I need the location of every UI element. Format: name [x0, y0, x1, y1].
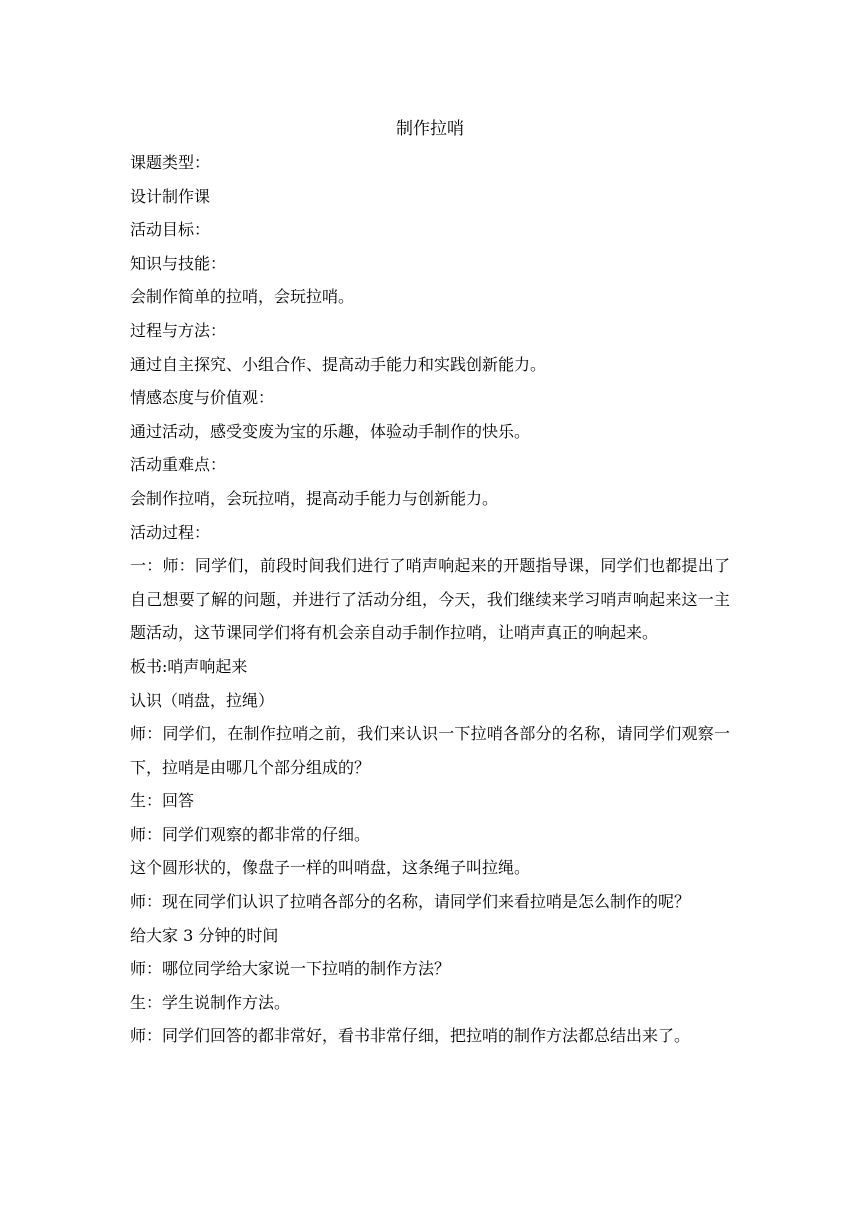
text-line: 课题类型： [130, 153, 211, 172]
text-line: 知识与技能： [130, 253, 227, 273]
text-line: 过程与方法： [130, 320, 227, 340]
text-line: 给大家 3 分钟的时间 [130, 925, 279, 945]
text-line: 活动重难点： [130, 455, 227, 475]
text-line: 师：同学们回答的都非常好，看书非常仔细，把拉哨的制作方法都总结出来了。 [130, 1026, 691, 1046]
text-line: 板书:哨声响起来 [130, 656, 248, 676]
text-line: 生：学生说制作方法。 [130, 992, 291, 1012]
text-line: 情感态度与价值观： [130, 388, 275, 408]
document-title: 制作拉哨 [396, 119, 464, 139]
text-line: 活动目标： [130, 220, 211, 240]
text-line: 活动过程： [130, 522, 211, 542]
text-line: 师：现在同学们认识了拉哨各部分的名称，请同学们来看拉哨是怎么制作的呢？ [130, 892, 691, 912]
text-line: 通过自主探究、小组合作、提高动手能力和实践创新能力。 [130, 354, 547, 374]
text-line: 设计制作课 [130, 186, 211, 206]
text-line: 这个圆形状的，像盘子一样的叫哨盘，这条绳子叫拉绳。 [130, 858, 531, 878]
paragraph: 师：同学们，在制作拉哨之前，我们来认识一下拉哨各部分的名称，请同学们观察一下，拉哨是由哪几个部分组成的？ [130, 724, 730, 777]
text-line: 认识（哨盘，拉绳） [130, 690, 275, 710]
text-line: 通过活动，感受变废为宝的乐趣，体验动手制作的快乐。 [130, 421, 531, 441]
text-line: 生：回答 [130, 791, 195, 811]
text-line: 师：哪位同学给大家说一下拉哨的制作方法？ [130, 959, 451, 979]
paragraph: 一：师：同学们，前段时间我们进行了哨声响起来的开题指导课，同学们也都提出了自己想要了解的问题，并进行了活动分组，今天，我们继续来学习哨声响起来这一主题活动，这节课同学们将有机会亲自动手制作拉哨，让哨声真正的响起来。 [130, 556, 730, 643]
text-line: 会制作简单的拉哨，会玩拉哨。 [130, 287, 355, 307]
text-line: 会制作拉哨，会玩拉哨，提高动手能力与创新能力。 [130, 488, 499, 508]
document-page [130, 112, 730, 1053]
text-line: 师：同学们观察的都非常的仔细。 [130, 824, 371, 844]
